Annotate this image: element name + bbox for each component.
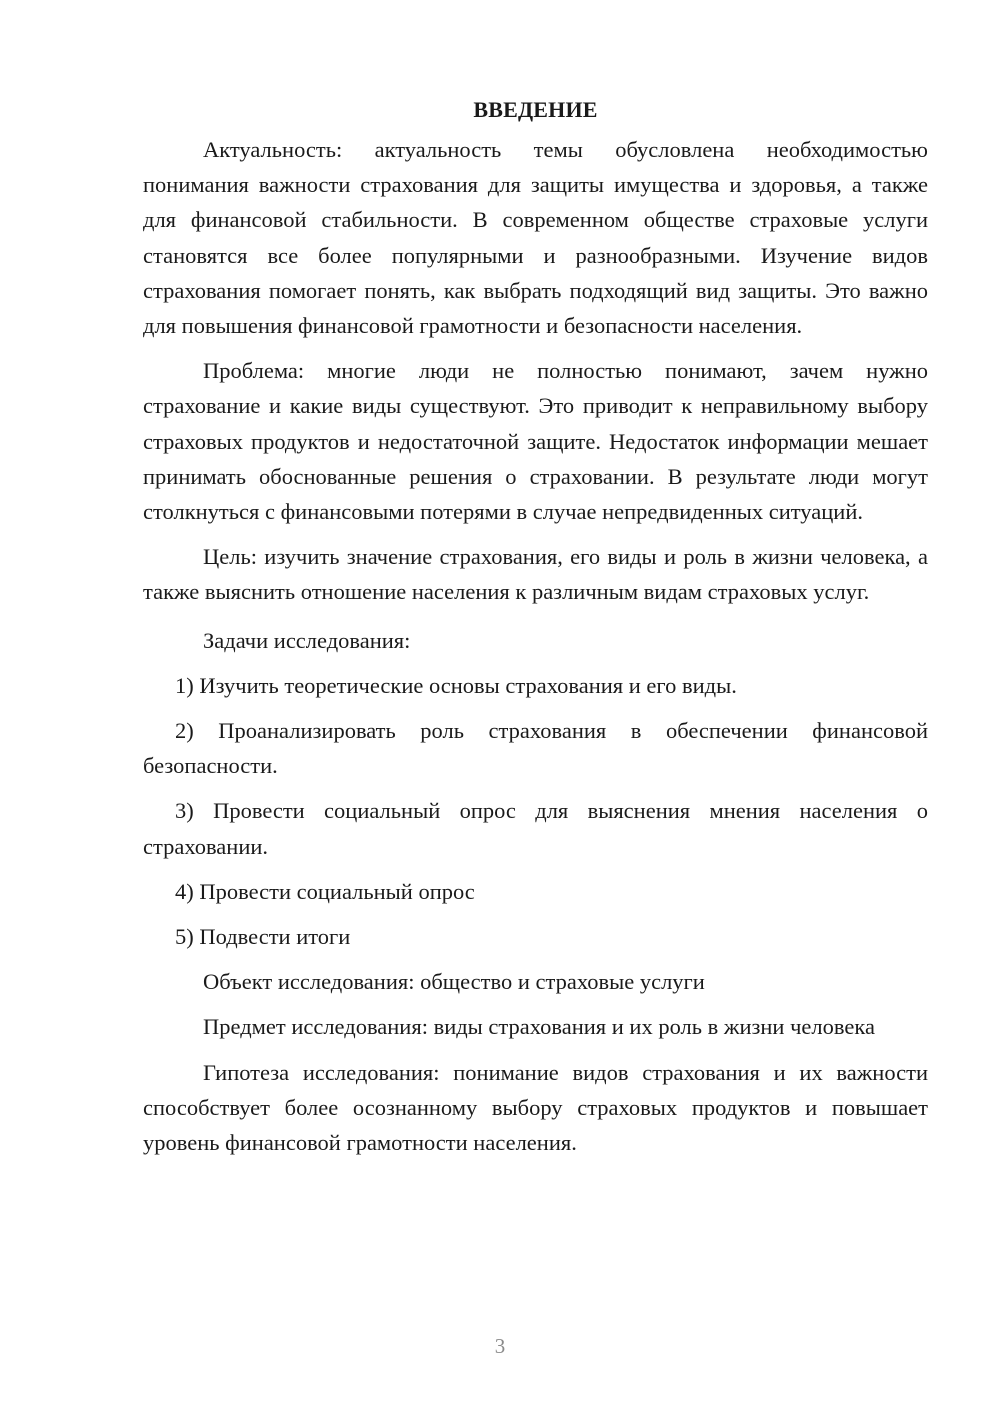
page-number: 3 <box>494 1334 506 1358</box>
object-paragraph: Объект исследования: общество и страховые услуги <box>203 969 705 995</box>
tasks-title: Задачи исследования: <box>203 627 411 653</box>
document-heading: ВВЕДЕНИЕ <box>473 97 598 122</box>
task-item: 3) Провести социальный опрос для выяснения мнения населения о страховании. <box>143 798 928 859</box>
task-item: 5) Подвести итоги <box>175 924 351 950</box>
subject-paragraph: Предмет исследования: виды страхования и их роль в жизни человека <box>203 1014 875 1040</box>
relevance-paragraph: Актуальность: актуальность темы обусловлена необходимостью понимания важности страхования для защиты имущества и здоровья, а также для финансовой стабильности. В современном обществе страховые услуги становятся все более популярными и разнообразными. Изучение видов страхования помогает понять, как выбрать подходящий вид защиты. Это важно для повышения финансовой грамотности и безопасности населения. <box>143 137 928 339</box>
task-item: 2) Проанализировать роль страхования в обеспечении финансовой безопасности. <box>143 718 928 779</box>
document-page <box>143 92 928 1160</box>
tasks-list <box>143 668 928 954</box>
problem-paragraph: Проблема: многие люди не полностью понимают, зачем нужно страхование и какие виды существуют. Это приводит к неправильному выбору страховых продуктов и недостаточной защите. Недостаток информации мешает принимать обоснованные решения о страховании. В результате люди могут столкнуться с финансовыми потерями в случае непредвиденных ситуаций. <box>143 358 928 525</box>
hypothesis-paragraph: Гипотеза исследования: понимание видов страхования и их важности способствует более осознанному выбору страховых продуктов и повышает уровень финансовой грамотности населения. <box>143 1059 928 1156</box>
task-item: 1) Изучить теоретические основы страхования и его виды. <box>175 672 737 698</box>
goal-paragraph: Цель: изучить значение страхования, его виды и роль в жизни человека, а также выяснить отношение населения к различным видам страховых услуг. <box>143 544 928 605</box>
task-item: 4) Провести социальный опрос <box>175 878 475 904</box>
